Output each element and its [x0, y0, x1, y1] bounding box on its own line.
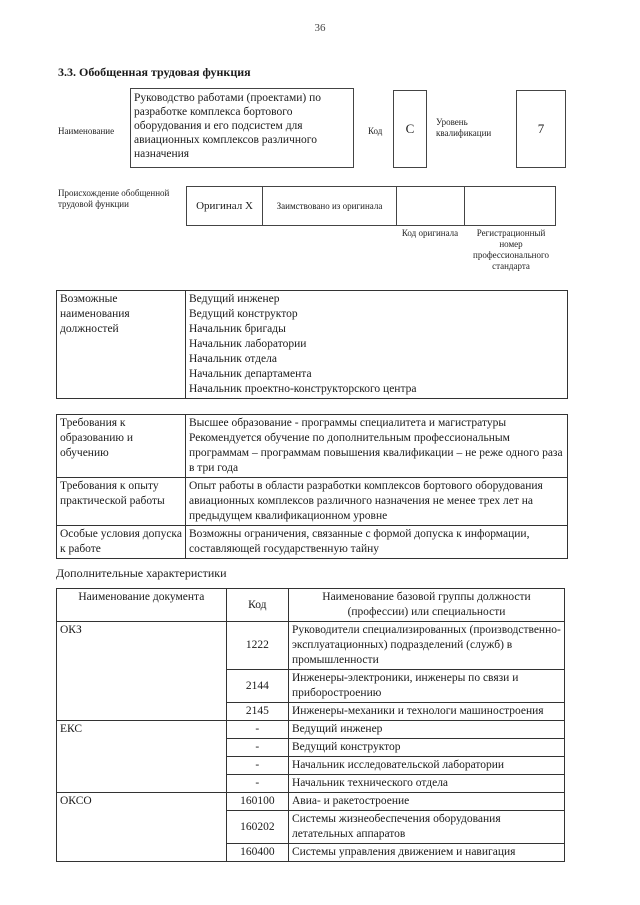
code-cell: 160400 [226, 844, 288, 862]
code-cell: - [226, 775, 288, 793]
additional-title: Дополнительные характеристики [56, 566, 227, 580]
code-cell: 2144 [226, 670, 288, 703]
position-item: Начальник отдела [189, 353, 277, 365]
name-label: Наименование [58, 126, 115, 136]
group-name-cell: Системы жизнеобеспечения оборудования летательных аппаратов [288, 811, 564, 844]
code-cell: 2145 [226, 703, 288, 721]
reg-number-cell [465, 187, 555, 225]
code-cell: - [226, 721, 288, 739]
code-cell: 160100 [226, 793, 288, 811]
level-label: Уровень квалификации [436, 117, 492, 138]
header-row [57, 589, 565, 622]
header-code: Код [226, 589, 288, 622]
group-name-cell: Системы управления движением и навигация [288, 844, 564, 862]
function-name-box: Руководство работами (проектами) по разработке комплекса бортового оборудования и его подсистем для авиационных комплексов различного назначения [130, 88, 354, 168]
doc-okz: ОКЗ [57, 622, 227, 721]
group-name-cell: Начальник технического отдела [288, 775, 564, 793]
special-conditions-value: Возможны ограничения, связанные с формой допуска к информации, составляющей государственную тайну [186, 526, 568, 559]
positions-list [186, 291, 568, 399]
position-item: Ведущий инженер [189, 293, 280, 305]
group-name-cell: Руководители специализированных (производственно- эксплуатационных) подразделений (служб) в промышленности [288, 622, 564, 670]
position-item: Начальник проектно-конструкторского центра [189, 383, 417, 395]
requirements-table [56, 414, 568, 559]
function-code-box: С [393, 90, 427, 168]
positions-label: Возможные наименования должностей [57, 291, 186, 399]
experience-value: Опыт работы в области разработки комплексов бортового оборудования авиационных комплексов различного назначения не менее трех лет на предыдущем квалификационном уровне [186, 478, 568, 526]
education-line: Высшее образование - программы специалитета и магистратуры [189, 417, 507, 429]
doc-okso: ОКСО [57, 793, 227, 862]
origin-code-caption: Код оригинала [401, 228, 459, 238]
education-value [186, 415, 568, 478]
section-title: 3.3. Обобщенная трудовая функция [58, 65, 251, 79]
group-name-cell: Инженеры-электроники, инженеры по связи и приборостроению [288, 670, 564, 703]
origin-label: Происхождение обобщенной трудовой функции [58, 188, 170, 209]
special-conditions-label: Особые условия допуска к работе [57, 526, 186, 559]
code-cell: - [226, 757, 288, 775]
position-item: Ведущий конструктор [189, 308, 298, 320]
reg-number-caption: Регистрационный номер профессионального стандарта [473, 228, 549, 271]
header-group-name: Наименование базовой группы должности (профессии) или специальности [288, 589, 564, 622]
table-row [57, 793, 565, 811]
code-cell: 1222 [226, 622, 288, 670]
position-item: Начальник бригады [189, 323, 286, 335]
code-cell: 160202 [226, 811, 288, 844]
borrowed-cell: Заимствовано из оригинала [263, 187, 397, 225]
table-row [57, 721, 565, 739]
code-label: Код [368, 126, 383, 136]
position-item: Начальник лаборатории [189, 338, 307, 350]
original-cell: Оригинал Х [187, 187, 263, 225]
doc-eks: ЕКС [57, 721, 227, 793]
positions-table [56, 290, 568, 399]
header-document: Наименование документа [57, 589, 227, 622]
group-name-cell: Ведущий конструктор [288, 739, 564, 757]
experience-label: Требования к опыту практической работы [57, 478, 186, 526]
group-name-cell: Инженеры-механики и технологи машиностроения [288, 703, 564, 721]
group-name-cell: Авиа- и ракетостроение [288, 793, 564, 811]
additional-table [56, 588, 565, 862]
position-item: Начальник департамента [189, 368, 312, 380]
education-label: Требования к образованию и обучению [57, 415, 186, 478]
level-box: 7 [516, 90, 566, 168]
group-name-cell: Начальник исследовательской лаборатории [288, 757, 564, 775]
group-name-cell: Ведущий инженер [288, 721, 564, 739]
origin-row [186, 186, 556, 226]
origin-code-cell [397, 187, 465, 225]
code-cell: - [226, 739, 288, 757]
table-row [57, 622, 565, 670]
education-line: Рекомендуется обучение по дополнительным профессиональным программам – программам повышения квалификации – не реже одного раза в три года [189, 432, 563, 474]
page-number: 36 [314, 22, 326, 34]
